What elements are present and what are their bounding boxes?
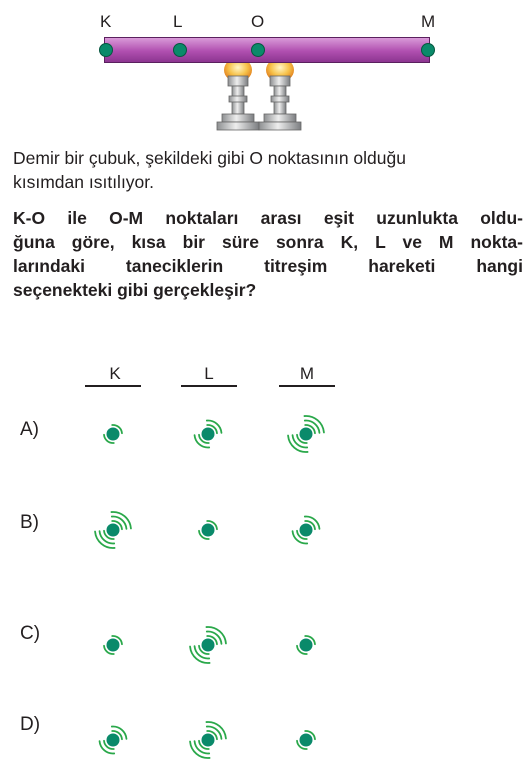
- option-label-b[interactable]: B): [20, 512, 39, 533]
- burner-right: [259, 58, 301, 130]
- vibration-c-k: [89, 621, 137, 669]
- particle-dot: [300, 524, 313, 537]
- point-dot-o: [251, 43, 265, 57]
- vibration-c-l: [184, 621, 232, 669]
- question-line: ğuna göre, kısa bir süre sonra K, L ve M nokta-: [13, 232, 523, 252]
- column-underline: [279, 385, 335, 387]
- point-dot-l: [173, 43, 187, 57]
- column-header-l: L: [204, 364, 214, 383]
- option-label-c[interactable]: C): [20, 623, 41, 644]
- particle-dot: [107, 524, 120, 537]
- column-header-k: K: [109, 364, 121, 383]
- vibration-a-l: [184, 410, 232, 458]
- vibration-a-k: [89, 410, 137, 458]
- particle-dot: [202, 428, 215, 441]
- particle-dot: [202, 639, 215, 652]
- burner-left: [217, 58, 259, 130]
- burners: [0, 0, 528, 140]
- point-label-m: M: [421, 12, 436, 31]
- vibration-b-k: [89, 506, 137, 554]
- intro-line: kısımdan ısıtılıyor.: [13, 172, 155, 192]
- question-line: seçenekteki gibi gerçekleşir?: [13, 280, 257, 300]
- particle-dot: [300, 428, 313, 441]
- vibration-b-m: [282, 506, 330, 554]
- column-header-m: M: [299, 364, 315, 383]
- question-line: K-O ile O-M noktaları arası eşit uzunlukta oldu-: [13, 208, 523, 228]
- particle-dot: [300, 639, 313, 652]
- iron-rod: [104, 37, 430, 63]
- heated-rod-figure: [0, 0, 528, 140]
- question-line: larındaki taneciklerin titreşim hareketi hangi: [13, 256, 523, 276]
- option-label-d[interactable]: D): [20, 714, 41, 735]
- question-text: [13, 206, 523, 302]
- intro-text: [13, 146, 523, 194]
- vibration-b-l: [184, 506, 232, 554]
- vibration-d-l: [184, 716, 232, 764]
- particle-dot: [202, 524, 215, 537]
- point-label-l: L: [173, 12, 183, 31]
- column-underline: [85, 385, 141, 387]
- intro-line: Demir bir çubuk, şekildeki gibi O noktasının olduğu: [13, 148, 406, 168]
- particle-dot: [107, 639, 120, 652]
- point-dot-k: [99, 43, 113, 57]
- point-label-k: K: [100, 12, 112, 31]
- point-label-o: O: [251, 12, 265, 31]
- particle-dot: [300, 734, 313, 747]
- vibration-a-m: [282, 410, 330, 458]
- point-dot-m: [421, 43, 435, 57]
- option-label-a[interactable]: A): [20, 419, 39, 440]
- column-underline: [181, 385, 237, 387]
- particle-dot: [202, 734, 215, 747]
- particle-dot: [107, 428, 120, 441]
- vibration-c-m: [282, 621, 330, 669]
- particle-dot: [107, 734, 120, 747]
- vibration-d-m: [282, 716, 330, 764]
- vibration-d-k: [89, 716, 137, 764]
